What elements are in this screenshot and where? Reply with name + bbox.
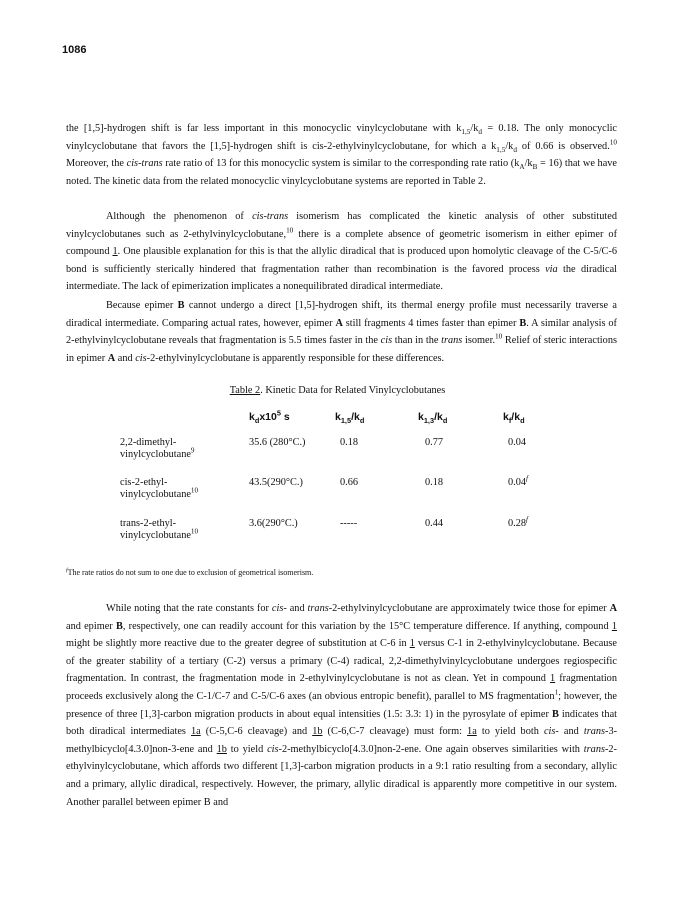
table-row-1-k15: 0.18 xyxy=(340,437,359,448)
table-label: Table 2 xyxy=(229,385,261,396)
table-row-3-k13: 0.44 xyxy=(425,518,444,529)
table-row-3-kf: 0.28$^f$ xyxy=(508,515,529,529)
table-header-kd: $k_dx10^5$ s xyxy=(249,408,290,426)
table-row-3-name: trans-2-ethyl- vinylcyclobutane$^{10}$ xyxy=(120,518,199,541)
page-number: 1086 xyxy=(62,44,87,56)
table-row-1-kd: 35.6 (280°C.) xyxy=(249,437,306,448)
table-caption xyxy=(0,385,675,396)
paragraph-4: While noting that the rate constants for cis- and trans-2-ethylvinylcyclobutane are approximately twice those for epimer A and epimer B, respectively, one can readily account for this variation by the 15°C temperature difference. If anything, compound 1 might be slightly more reactive due to the greater degree of substitution at C-6 in 1 versus C-1 in 2-ethylvinylcyclobutane. Because of the greater stability of a tertiary (C-2) versus a primary (C-4) radical, 2,2-dimethylvinylcyclobutane undergoes regiospecific fragmentation. In contrast, the fragmentation mode in 2-ethylvinylcyclobutane is not as clean. Yet in compound 1 fragmentation proceeds exclusively along the C-1/C-7 and C-5/C-6 axes (an obvious entropic benefit), parallel to MS fragmentation$^1$; however, the presence of three [1,3]-carbon migration products in about equal intensities (1.5: 3.3: 1) in the pyrosylate of epimer B indicates that both diradical intermediates 1a (C-5,C-6 cleavage) and 1b (C-6,C-7 cleavage) must form: 1a to yield both cis- and trans-3-methylbicyclo[4.3.0]non-3-ene and 1b to yield cis-2-methylbicyclo[4.3.0]non-2-ene. One again observes similarities with trans-2-ethylvinylcyclobutane, which affords two different [1,3]-carbon migration products in a 9:1 ratio resulting from a secondary, allylic and a primary, allylic diradical, respectively. However, the primary, allylic diradical is apparently more competitive in our system. Another parallel between epimer B and xyxy=(66,603,618,808)
table-row-2-kd: 43.5(290°C.) xyxy=(249,477,303,488)
paragraph-2: Although the phenomenon of cis-trans isomerism has complicated the kinetic analysis of other substituted vinylcyclobutanes such as 2-ethylvinylcyclobutane,$^{10}$ there is a complete absence of geometric isomerism in either epimer of compound 1. One plausible explanation for this is that the allylic diradical that is produced upon homolytic cleavage of the C-5/C-6 bond is sufficiently sterically hindered that fragmentation rather than recombination is the favored process via the diradical intermediate. The lack of epimerization implicates a nonequilibrated diradical intermediate. xyxy=(66,211,618,293)
table-row-3-k15: ----- xyxy=(340,518,358,529)
paragraph-1: the [1,5]-hydrogen shift is far less important in this monocyclic vinylcyclobutane with $k_{1,5}/k_d = 0.18$. The only monocyclic vinylcyclobutane that favors the [1,5]-hydrogen shift is cis-2-ethylvinylcyclobutane, for which a $k_{1,5}/k_d$ of 0.66 is observed.$^{10}$ Moreover, the cis-trans rate ratio of 13 for this monocyclic system is similar to the corresponding rate ratio $(k_A/k_B = 16)$ that we have noted. The kinetic data from the related monocyclic vinylcyclobutane systems are reported in Table 2. xyxy=(66,123,618,187)
table-row-1-kf: 0.04 xyxy=(508,437,527,448)
table-header-k15: $k_{1,5}/k_d$ xyxy=(335,411,365,426)
table-row-2-k15: 0.66 xyxy=(340,477,359,488)
table-row-1-name: 2,2-dimethyl- vinylcyclobutane$^9$ xyxy=(120,437,195,460)
table-header-kf: $k_f/k_d$ xyxy=(503,411,525,426)
table-footnote: $^f$The rate ratios do not sum to one due to exclusion of geometrical isomerism. xyxy=(66,567,314,577)
table-row-3-kd: 3.6(290°C.) xyxy=(249,518,298,529)
table-header-k13: $k_{1,3}/k_d$ xyxy=(418,411,448,426)
paragraph-3: Because epimer B cannot undergo a direct [1,5]-hydrogen shift, its thermal energy profile must necessarily traverse a diradical intermediate. Comparing actual rates, however, epimer A still fragments 4 times faster than epimer B. A similar analysis of 2-ethylvinylcyclobutane reveals that fragmentation is 5.5 times faster in the cis than in the trans isomer.$^{10}$ Relief of steric interactions in epimer A and cis-2-ethylvinylcyclobutane is apparently responsible for these differences. xyxy=(66,300,617,364)
table-title: . Kinetic Data for Related Vinylcyclobutanes xyxy=(260,385,446,396)
table-row-2-k13: 0.18 xyxy=(425,477,444,488)
table-row-1-k13: 0.77 xyxy=(425,437,444,448)
table-row-2-name: cis-2-ethyl- vinylcyclobutane$^{10}$ xyxy=(120,477,199,500)
table-row-2-kf: 0.04$^f$ xyxy=(508,474,529,488)
